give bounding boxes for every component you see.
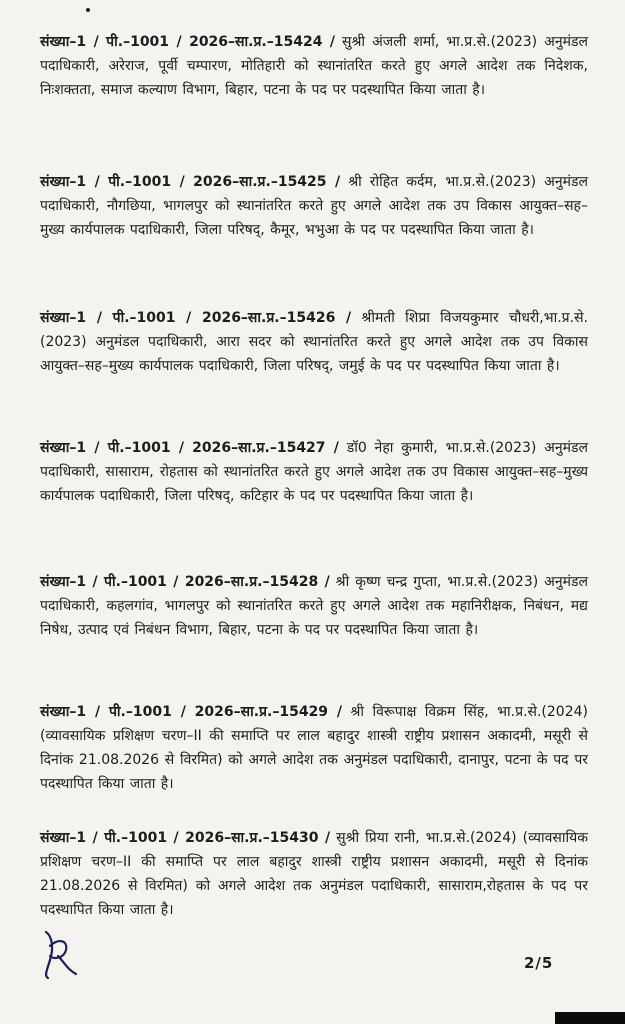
order-reference: संख्या–1 / पी.–1001 / 2026–सा.प्र.–15428 / <box>40 574 330 590</box>
order-reference: संख्या–1 / पी.–1001 / 2026–सा.प्र.–15427 / <box>40 440 339 456</box>
order-text: डॉ0 नेहा कुमारी, भा.प्र.से.(2023) अनुमंडल पदाधिकारी, सासाराम, रोहतास को स्थानांतरित करते हुए अगले आदेश तक उप विकास आयुक्त–सह–मुख्य कार्यपालक पदाधिकारी, जिला परिषद्, कटिहार के पद पर पदस्थापित किया जाता है। <box>40 440 589 504</box>
transfer-order-entry <box>40 436 588 508</box>
order-text: श्री विरूपाक्ष विक्रम सिंह, भा.प्र.से.(2024) (व्यावसायिक प्रशिक्षण चरण–II की समाप्ति पर लाल बहादुर शास्त्री राष्ट्रीय प्रशासन अकादमी, मसूरी से दिनांक 21.08.2026 से विरमित) को अगले आदेश तक अनुमंडल पदाधिकारी, दानापुर, पटना के पद पर पदस्थापित किया जाता है। <box>40 704 588 792</box>
scan-mark <box>86 8 90 12</box>
transfer-order-entry <box>40 826 588 922</box>
page-number: 2/5 <box>524 954 554 972</box>
order-reference: संख्या–1 / पी.–1001 / 2026–सा.प्र.–15430 / <box>40 830 331 846</box>
order-text: सुश्री अंजली शर्मा, भा.प्र.से.(2023) अनुमंडल पदाधिकारी, अरेराज, पूर्वी चम्पारण, मोतिहारी को स्थानांतरित करते हुए अगले आदेश तक निदेशक, निःशक्तता, समाज कल्याण विभाग, बिहार, पटना के पद पर पदस्थापित किया जाता है। <box>40 34 588 98</box>
transfer-order-entry <box>40 170 588 242</box>
transfer-order-entry <box>40 306 588 378</box>
scan-edge <box>555 1012 625 1024</box>
transfer-order-entry <box>40 700 588 796</box>
transfer-order-entry <box>40 570 588 642</box>
transfer-order-entry <box>40 30 588 102</box>
order-reference: संख्या–1 / पी.–1001 / 2026–सा.प्र.–15426 / <box>40 310 352 326</box>
order-reference: संख्या–1 / पी.–1001 / 2026–सा.प्र.–15424 / <box>40 34 336 50</box>
signature-icon <box>38 926 82 982</box>
order-reference: संख्या–1 / पी.–1001 / 2026–सा.प्र.–15429 / <box>40 704 343 720</box>
order-text: सुश्री प्रिया रानी, भा.प्र.से.(2024) (व्यावसायिक प्रशिक्षण चरण–II की समाप्ति पर लाल बहादुर शास्त्री राष्ट्रीय प्रशासन अकादमी, मसूरी से दिनांक 21.08.2026 से विरमित) को अगले आदेश तक अनुमंडल पदाधिकारी, सासाराम,रोहतास के पद पर पदस्थापित किया जाता है। <box>40 830 588 918</box>
order-text: श्री रोहित कर्दम, भा.प्र.से.(2023) अनुमंडल पदाधिकारी, नौगछिया, भागलपुर को स्थानांतरित करते हुए अगले आदेश तक उप विकास आयुक्त–सह–मुख्य कार्यपालक पदाधिकारी, जिला परिषद्, कैमूर, भभुआ के पद पर पदस्थापित किया जाता है। <box>40 174 589 238</box>
order-text: श्रीमती शिप्रा विजयकुमार चौधरी,भा.प्र.से.(2023) अनुमंडल पदाधिकारी, आरा सदर को स्थानांतरित करते हुए अगले आदेश तक उप विकास आयुक्त–सह–मुख्य कार्यपालक पदाधिकारी, जिला परिषद्, जमुई के पद पर पदस्थापित किया जाता है। <box>40 310 589 374</box>
order-reference: संख्या–1 / पी.–1001 / 2026–सा.प्र.–15425 / <box>40 174 341 190</box>
order-text: श्री कृष्ण चन्द्र गुप्ता, भा.प्र.से.(2023) अनुमंडल पदाधिकारी, कहलगांव, भागलपुर को स्थानांतरित करते हुए अगले आदेश तक महानिरीक्षक, निबंधन, मद्य निषेध, उत्पाद एवं निबंधन विभाग, बिहार, पटना के पद पर पदस्थापित किया जाता है। <box>40 574 588 638</box>
